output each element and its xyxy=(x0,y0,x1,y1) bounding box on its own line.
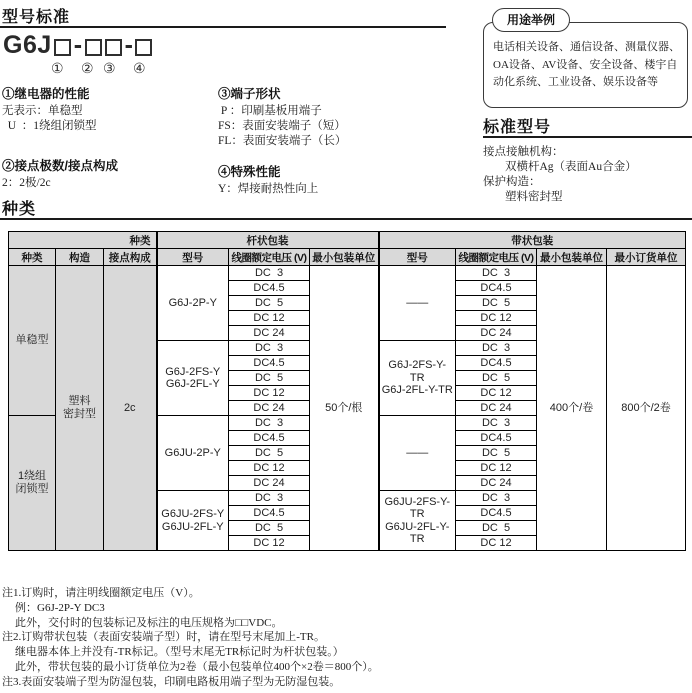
rod-model-2 xyxy=(157,341,229,416)
col-header-construction: 构造 xyxy=(56,249,104,266)
model-digit-box-1 xyxy=(54,39,71,56)
applications-label: 用途举例 xyxy=(492,8,570,32)
legend-special-performance xyxy=(218,162,478,197)
voltage-cell: DC 12 xyxy=(456,386,537,401)
rod-model-1: G6J-2P-Y xyxy=(157,266,229,341)
construction-line1: 塑料 xyxy=(68,395,91,407)
legend-line: U ：1绕组闭锁型 xyxy=(2,120,97,132)
construction-cell xyxy=(56,266,104,551)
voltage-cell: DC 5 xyxy=(456,371,537,386)
rod-model-2-line1: G6J-2FS-Y xyxy=(165,365,221,378)
voltage-cell: DC 5 xyxy=(229,371,310,386)
voltage-cell: DC 3 xyxy=(229,266,310,281)
rod-model-2-line2: G6J-2FL-Y xyxy=(165,378,220,390)
col-header-contact: 接点构成 xyxy=(104,249,157,266)
voltage-cell: DC 12 xyxy=(456,536,537,551)
note-line: 注2.订购带状包装（表面安装端子型）时，请在型号末尾加上-TR。 xyxy=(2,631,325,644)
voltage-cell: DC 24 xyxy=(229,401,310,416)
voltage-cell: DC4.5 xyxy=(456,281,537,296)
voltage-cell: DC4.5 xyxy=(229,356,310,371)
legend-heading: ③端子形状 xyxy=(218,87,281,101)
voltage-cell: DC4.5 xyxy=(456,356,537,371)
tape-model-3: —— xyxy=(379,416,456,491)
rod-model-4-line2: G6JU-2FL-Y xyxy=(161,520,224,533)
rod-model-3: G6JU-2P-Y xyxy=(157,416,229,491)
model-number-format xyxy=(3,31,153,60)
col-header-rod-voltage: 线圈额定电压 (V) xyxy=(229,249,310,266)
voltage-cell: DC 12 xyxy=(229,461,310,476)
model-separator-2: - xyxy=(124,31,134,59)
note-line: 注3.表面安装端子型为防湿包装，印刷电路板用端子型为无防湿包装。 xyxy=(2,675,341,688)
model-prefix: G6J xyxy=(3,31,52,59)
col-header-tape-min-pack: 最小包装单位 xyxy=(537,249,607,266)
legend-heading: ①继电器的性能 xyxy=(2,87,90,101)
tape-model-1: —— xyxy=(379,266,456,341)
legend-heading: ②接点极数/接点构成 xyxy=(2,159,118,173)
tape-model-2 xyxy=(379,341,456,416)
table-column-header-row xyxy=(9,249,686,266)
model-separator-1: - xyxy=(73,31,83,59)
voltage-cell: DC 24 xyxy=(229,476,310,491)
note-line: 此外，带状包装的最小订货单位为2卷（最小包装单位400个×2卷＝800个）。 xyxy=(15,660,379,673)
voltage-cell: DC 3 xyxy=(456,341,537,356)
tape-model-2-line2: G6J-2FL-Y-TR xyxy=(381,384,453,397)
legend-line: 2：2极/2c xyxy=(2,177,51,189)
digit-markers xyxy=(0,61,200,79)
col-header-tape-model: 型号 xyxy=(379,249,456,266)
voltage-cell: DC 3 xyxy=(229,491,310,506)
voltage-cell: DC 5 xyxy=(456,521,537,536)
voltage-cell: DC 12 xyxy=(456,311,537,326)
voltage-cell: DC4.5 xyxy=(229,431,310,446)
model-digit-box-4 xyxy=(135,39,152,56)
voltage-cell: DC 12 xyxy=(229,311,310,326)
applications-box: 电话相关设备、通信设备、测量仪器、OA设备、AV设备、安全设备、楼宇自动化系统、工业设备、娱乐设备等 xyxy=(483,22,688,108)
legend-column-left xyxy=(2,84,212,201)
col-header-rod-min-pack: 最小包装单位 xyxy=(310,249,379,266)
voltage-cell: DC4.5 xyxy=(456,506,537,521)
tape-model-4-line1: G6JU-2FS-Y-TR xyxy=(384,495,451,520)
rod-min-pack-cell: 50个/根 xyxy=(310,266,379,551)
voltage-cell: DC4.5 xyxy=(229,506,310,521)
standard-models-rule xyxy=(483,136,692,138)
col-header-kind: 种类 xyxy=(9,249,56,266)
voltage-cell: DC 24 xyxy=(456,326,537,341)
col-header-tape-voltage: 线圈额定电压 (V) xyxy=(456,249,537,266)
note-line: 继电器本体上并没有-TR标记。（型号末尾无TR标记时为杆状包装。） xyxy=(15,646,344,659)
types-title: 种类 xyxy=(2,201,37,218)
voltage-cell: DC 3 xyxy=(456,491,537,506)
standard-models-title: 标准型号 xyxy=(483,119,552,136)
contact-mechanism-value: 双横杆Ag（表面Au合金） xyxy=(505,161,637,173)
table-group-header-row xyxy=(9,232,686,249)
voltage-cell: DC 12 xyxy=(229,536,310,551)
protection-structure-value: 塑料密封型 xyxy=(505,191,563,203)
voltage-cell: DC 3 xyxy=(456,416,537,431)
model-standard-title: 型号标准 xyxy=(2,9,71,26)
legend-line: FS：表面安装端子（短） xyxy=(218,120,346,132)
digit-marker-2: ② xyxy=(81,62,94,77)
legend-line: P ：印刷基板用端子 xyxy=(218,105,322,117)
voltage-cell: DC 5 xyxy=(456,296,537,311)
voltage-cell: DC 24 xyxy=(229,326,310,341)
construction-line2: 密封型 xyxy=(63,408,96,420)
voltage-cell: DC 5 xyxy=(229,446,310,461)
rod-packing-header: 杆状包装 xyxy=(157,232,379,249)
legend-line: FL：表面安装端子（长） xyxy=(218,135,347,147)
contact-cell: 2c xyxy=(104,266,157,551)
voltage-cell: DC 12 xyxy=(229,386,310,401)
voltage-cell: DC 5 xyxy=(456,446,537,461)
legend-line: 无表示：单稳型 xyxy=(2,105,83,117)
digit-marker-4: ④ xyxy=(133,62,146,77)
tape-model-4 xyxy=(379,491,456,551)
kind-monostable: 单稳型 xyxy=(9,266,56,416)
corner-header: 种类 xyxy=(9,232,157,249)
legend-line: Y：焊接耐热性向上 xyxy=(218,183,319,195)
types-rule xyxy=(0,218,692,220)
note-line: 此外，交付时的包装标记及标注的电压规格为□□VDC。 xyxy=(15,616,283,629)
tape-min-pack-cell: 400个/卷 xyxy=(537,266,607,551)
tape-model-4-line2: G6JU-2FL-Y-TR xyxy=(385,520,450,545)
voltage-cell: DC4.5 xyxy=(229,281,310,296)
tape-model-2-line1: G6J-2FS-Y-TR xyxy=(388,359,447,384)
types-table xyxy=(8,231,686,551)
rod-model-4-line1: G6JU-2FS-Y xyxy=(161,508,225,520)
kind-latching xyxy=(9,416,56,551)
voltage-cell: DC 3 xyxy=(456,266,537,281)
voltage-cell: DC 24 xyxy=(456,401,537,416)
legend-pole-config xyxy=(2,156,212,191)
protection-structure-label: 保护构造： xyxy=(483,176,541,188)
digit-marker-3: ③ xyxy=(103,62,116,77)
model-digit-box-2 xyxy=(85,39,102,56)
legend-heading: ④特殊性能 xyxy=(218,165,281,179)
voltage-cell: DC 5 xyxy=(229,296,310,311)
col-header-min-order: 最小订货单位 xyxy=(607,249,686,266)
col-header-rod-model: 型号 xyxy=(157,249,229,266)
voltage-cell: DC 3 xyxy=(229,416,310,431)
contact-mechanism-label: 接点接触机构： xyxy=(483,146,564,158)
voltage-cell: DC 12 xyxy=(456,461,537,476)
min-order-cell: 800个/2卷 xyxy=(607,266,686,551)
model-digit-box-3 xyxy=(105,39,122,56)
voltage-cell: DC 3 xyxy=(229,341,310,356)
note-line: 例：G6J-2P-Y DC3 xyxy=(15,601,105,614)
voltage-cell: DC 24 xyxy=(456,476,537,491)
rod-model-4 xyxy=(157,491,229,551)
title-rule xyxy=(0,26,446,28)
voltage-cell: DC4.5 xyxy=(456,431,537,446)
digit-marker-1: ① xyxy=(51,62,64,77)
table-row xyxy=(9,266,686,281)
legend-terminal-shape xyxy=(218,84,478,149)
voltage-cell: DC 5 xyxy=(229,521,310,536)
tape-packing-header: 带状包装 xyxy=(379,232,686,249)
note-line: 注1.订购时，请注明线圈额定电压（V）。 xyxy=(2,587,200,599)
footnotes xyxy=(2,586,690,690)
kind-latching-line1: 1绕组 xyxy=(17,470,47,482)
legend-column-right xyxy=(218,84,478,207)
legend-relay-performance xyxy=(2,84,212,134)
kind-latching-line2: 闭锁型 xyxy=(15,483,49,495)
